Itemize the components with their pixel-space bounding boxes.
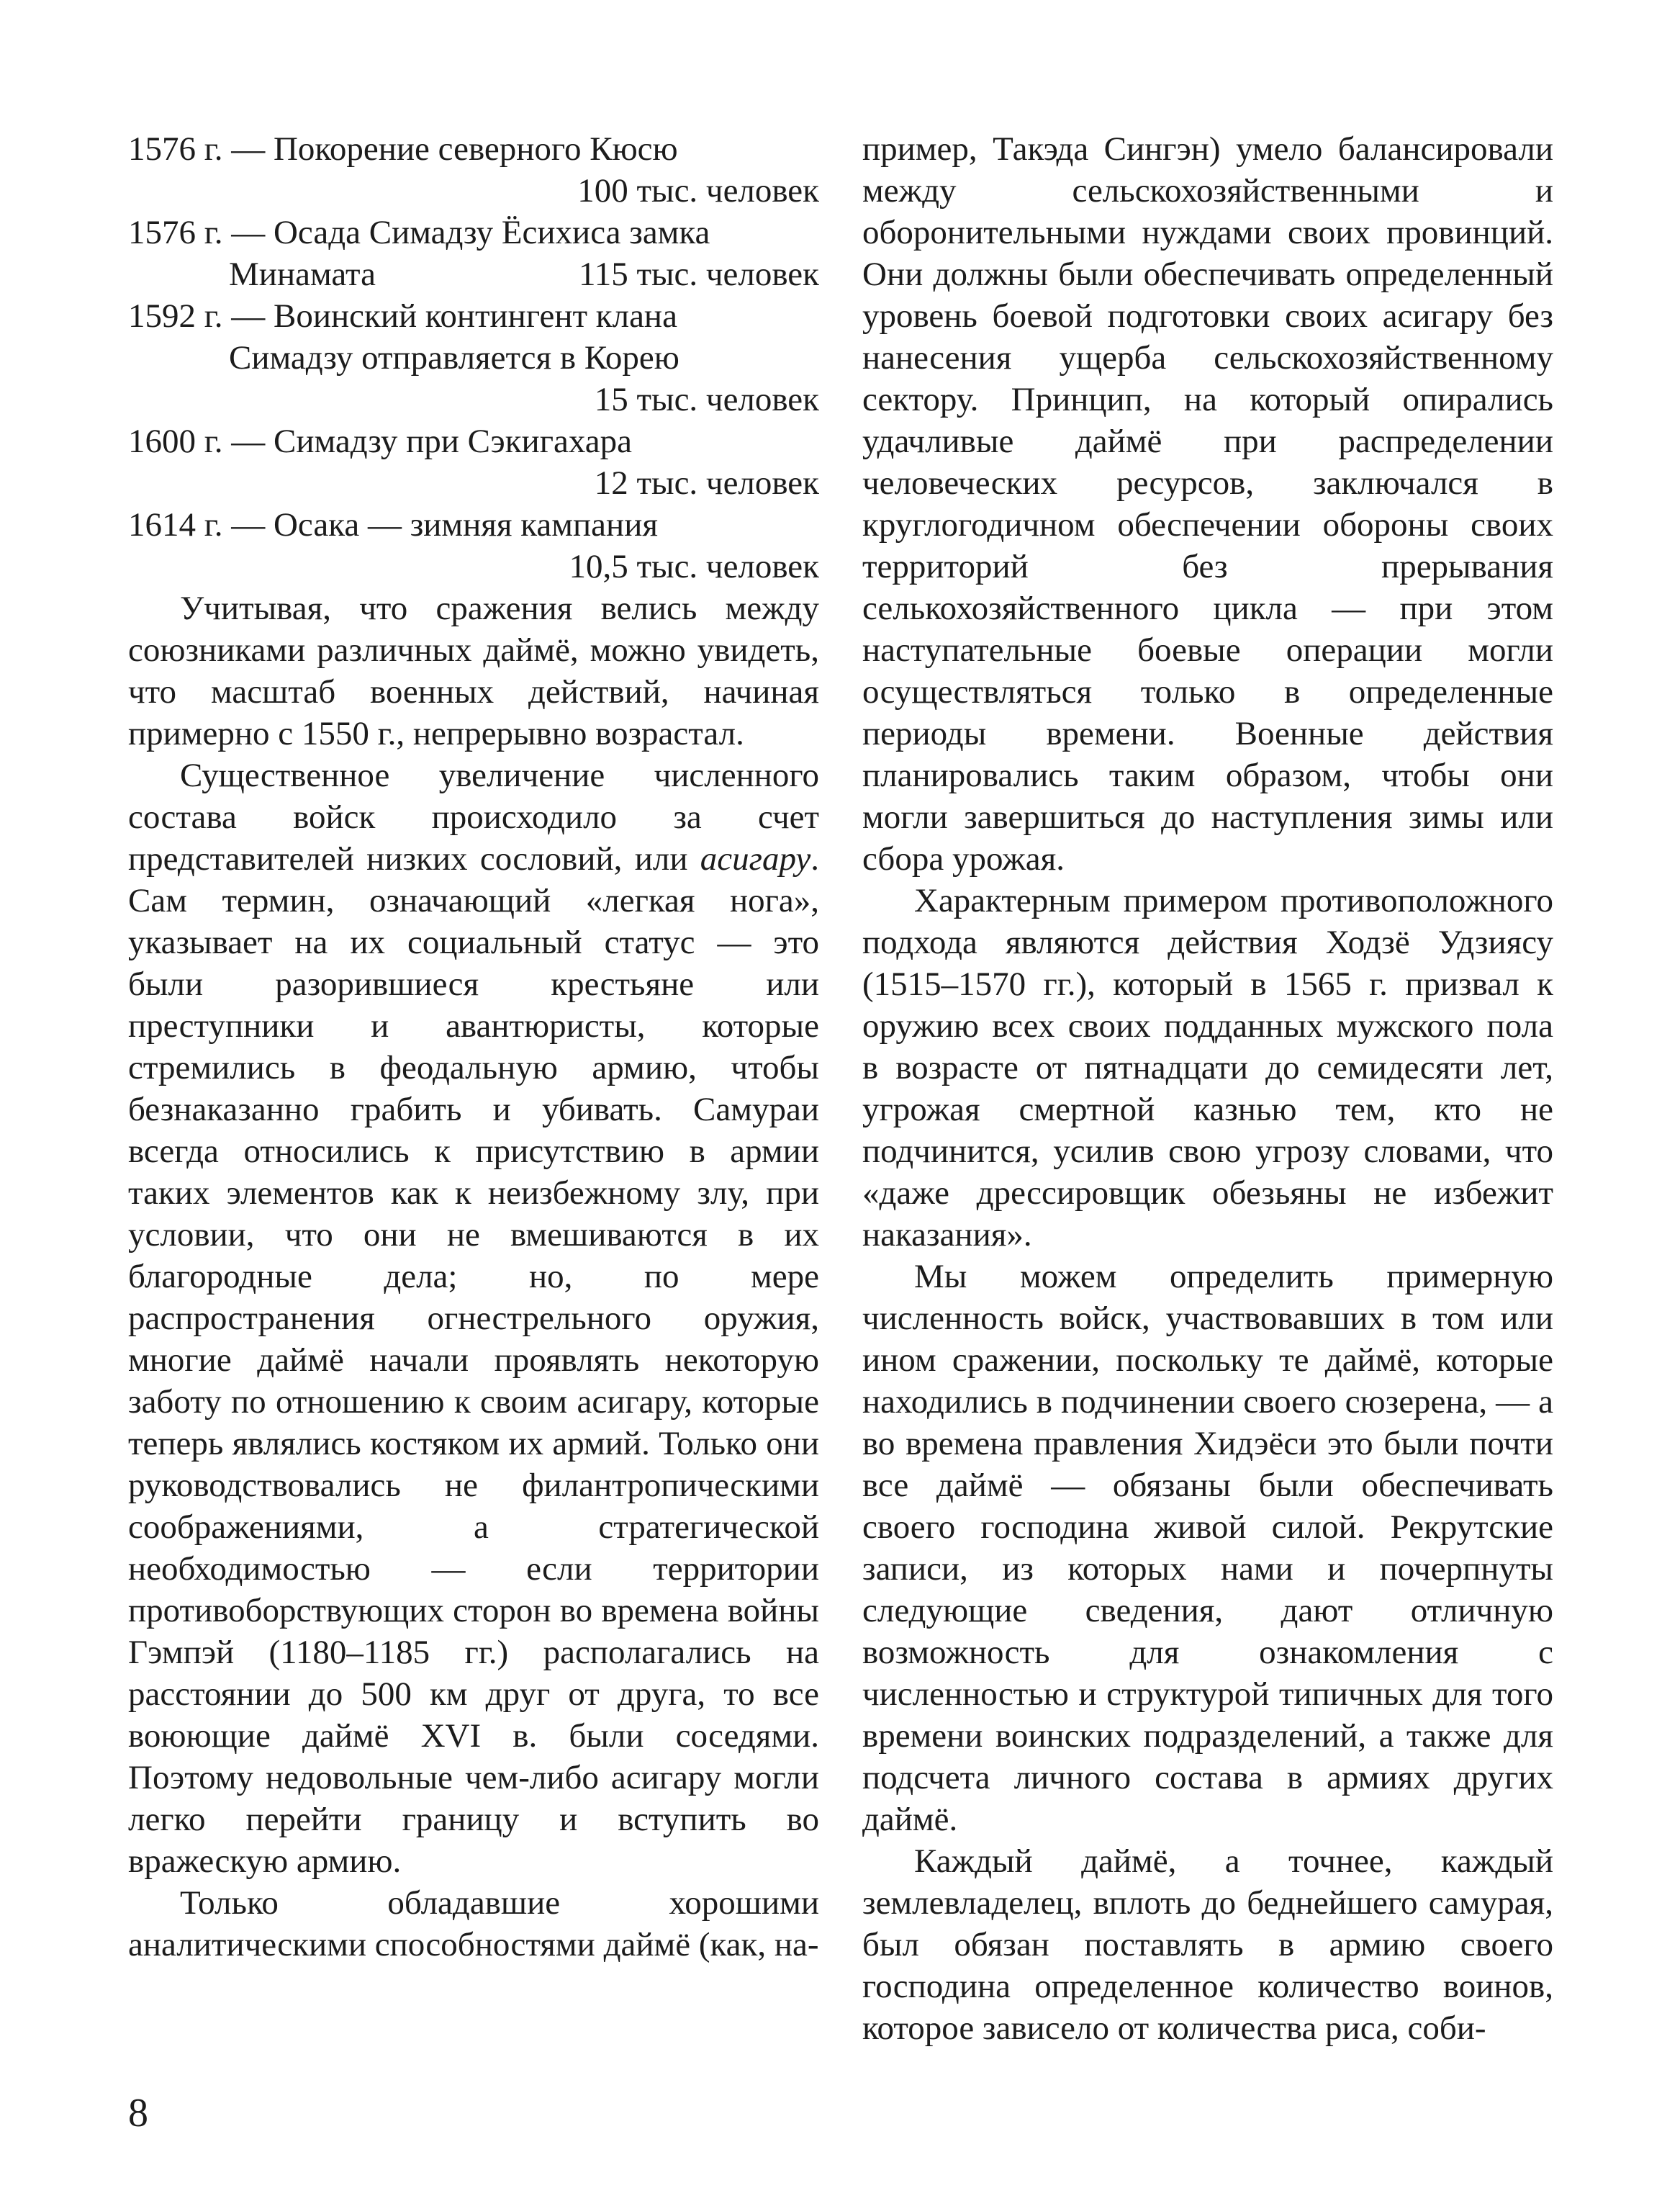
paragraph-continued: пример, Такэда Сингэн) умело балансировали между сельскохозяйственными и оборонительными нуждами своих провинций. Они должны были обеспечивать определенный уровень боевой подготовки своих асигару без нанесения ущерба сельскохозяйственному сектору. Принцип, на который опирались удачливые даймё при распределении человеческих ресурсов, заключался в круглогодичном обеспечении обороны своих территорий без прерывания селькохозяйственного цикла — при этом наступательные боевые операции могли осуществляться только в определенные периоды времени. Военные действия планировались таким образом, чтобы они могли завершиться до наступления зимы или сбора урожая.: [862, 130, 1553, 878]
chronology-event: 1592 г. — Воинский контингент клана: [128, 297, 677, 335]
chronology-entry: [128, 212, 819, 295]
paragraph: Мы можем определить примерную численность войск, участвовавших в том или ином сражении, поскольку те даймё, которые находились в подчинении своего сюзерена, — а во времена правления Хидэёси это были почти все даймё — обязаны были обеспечивать своего господина живой силой. Рекрутские записи, из которых нами и почерпнуты следующие сведения, дают отличную возможность для ознакомления с численностью и структурой типичных для того времени воинских подразделений, а также для подсчета личного состава в армиях других даймё.: [862, 1258, 1553, 1838]
right-column: [862, 128, 1553, 2049]
paragraph: [128, 755, 819, 1882]
chronology-event-continued: Симадзу отправляется в Корею: [229, 339, 679, 377]
chronology-event: 1576 г. — Осада Симадзу Ёсихиса замка: [128, 214, 710, 251]
chronology-entry: [128, 128, 819, 212]
chronology-count: 12 тыс. человек: [594, 464, 819, 502]
chronology-count: 100 тыс. человек: [577, 172, 819, 210]
chronology-event: 1600 г. — Симадзу при Сэкигахара: [128, 423, 632, 460]
paragraph: Каждый даймё, а точнее, каждый землевладелец, вплоть до беднейшего самурая, был обязан поставлять в армию своего господина определенное количество воинов, которое зависело от количества риса, соби-: [862, 1842, 1553, 2047]
chronology-entry: [128, 504, 819, 588]
left-column: [128, 128, 819, 1966]
chronology-event: 1576 г. — Покорение северного Кюсю: [128, 130, 678, 168]
paragraph-text: Существенное увеличение численного состава войск происходило за счет представителей низких сословий, или: [128, 757, 819, 878]
chronology-place: Минамата: [229, 256, 376, 293]
chronology-event: 1614 г. — Осака — зимняя кампания: [128, 506, 658, 544]
chronology-count: 115 тыс. человек: [578, 256, 819, 293]
paragraph: Учитывая, что сражения велись между союзниками различных даймё, можно увидеть, что масштаб военных действий, начиная примерно с 1550 г., непрерывно возрастал.: [128, 590, 819, 752]
chronology-entry: [128, 420, 819, 504]
page-number: 8: [128, 2091, 148, 2135]
chronology-count: 10,5 тыс. человек: [569, 548, 819, 585]
chronology-entry: [128, 295, 819, 420]
chronology-count: 15 тыс. человек: [594, 381, 819, 418]
paragraph: Характерным примером противоположного подхода являются действия Ходзё Удзиясу (1515–1570 гг.), который в 1565 г. призвал к оружию всех своих подданных мужского пола в возрасте от пятнадцати до семидесяти лет, угрожая смертной казнью тем, кто не подчинится, усилив свою угрозу словами, что «даже дрессировщик обезьяны не избежит наказания».: [862, 882, 1553, 1253]
paragraph-text: . Сам термин, означающий «легкая нога», указывает на их социальный статус — это были разорившиеся крестьяне или преступники и авантюристы, которые стремились в феодальную армию, чтобы безнаказанно грабить и убивать. Самураи всегда относились к присутствию в армии таких элементов как к неизбежному злу, при условии, что они не вмешиваются в их благородные дела; но, по мере распространения огнестрельного оружия, многие даймё начали проявлять некоторую заботу по отношению к своим асигару, которые теперь являлись костяком их армий. Только они руководствовались не филантропическими соображениями, а стратегической необходимостью — если территории противоборствующих сторон во времена войны Гэмпэй (1180–1185 гг.) располагались на расстоянии до 500 км друг от друга, то все воюющие даймё XVI в. были соседями. Поэтому недовольные чем-либо асигару могли легко перейти границу и вступить во вражескую армию.: [128, 840, 819, 1880]
paragraph: Только обладавшие хорошими аналитическими способностями даймё (как, на-: [128, 1884, 819, 1963]
chronology-list: [128, 128, 819, 588]
term-ashigaru: асигару: [700, 840, 811, 878]
